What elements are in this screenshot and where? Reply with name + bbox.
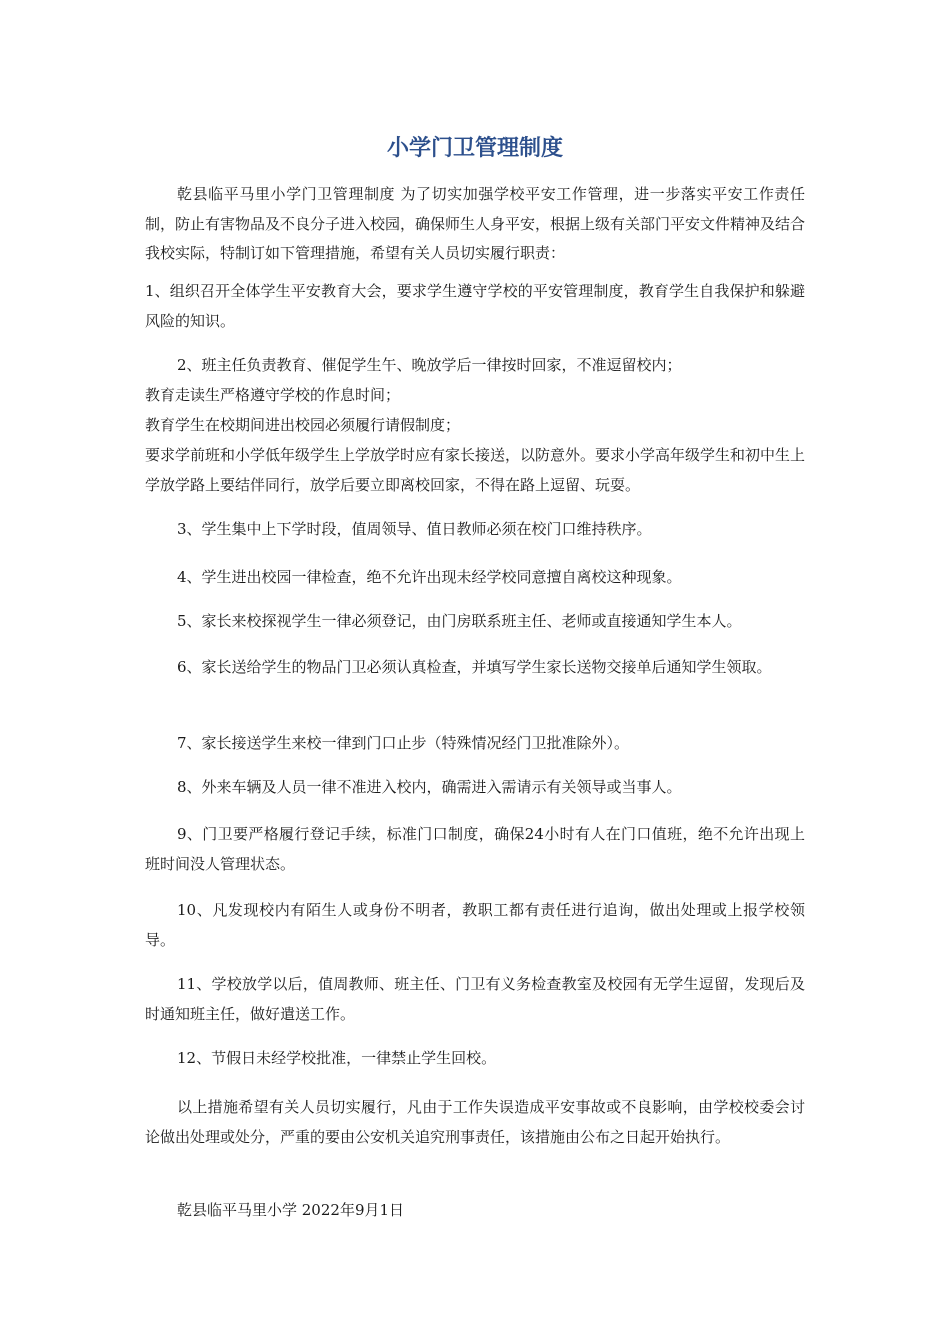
item-9: 9、门卫要严格履行登记手续，标准门口制度，确保24小时有人在门口值班，绝不允许出现上班时间没人管理状态。: [145, 825, 805, 873]
item-3: 3、学生集中上下学时段，值周领导、值日教师必须在校门口维持秩序。: [177, 520, 652, 538]
intro-paragraph: 乾县临平马里小学门卫管理制度 为了切实加强学校平安工作管理，进一步落实平安工作责任制，防止有害物品及不良分子进入校园，确保师生人身平安，根据上级有关部门平安文件精神及结合我校实际，特制订如下管理措施，希望有关人员切实履行职责：: [145, 185, 806, 262]
item-2-line-d: 要求学前班和小学低年级学生上学放学时应有家长接送，以防意外。要求小学高年级学生和初中生上学放学路上要结伴同行，放学后要立即离校回家，不得在路上逗留、玩耍。: [145, 446, 806, 494]
item-7: 7、家长接送学生来校一律到门口止步（特殊情况经门卫批准除外）。: [177, 734, 630, 752]
item-2-line-c: 教育学生在校期间进出校园必须履行请假制度；: [145, 416, 461, 434]
item-12: 12、节假日未经学校批准，一律禁止学生回校。: [177, 1049, 497, 1067]
item-8: 8、外来车辆及人员一律不准进入校内，确需进入需请示有关领导或当事人。: [177, 778, 682, 796]
item-2-line-b: 教育走读生严格遵守学校的作息时间；: [145, 386, 401, 404]
document-title: 小学门卫管理制度: [386, 136, 563, 161]
item-11: 11、学校放学以后，值周教师、班主任、门卫有义务检查教室及校园有无学生逗留，发现后及时通知班主任，做好遣送工作。: [145, 975, 805, 1023]
item-6: 6、家长送给学生的物品门卫必须认真检查，并填写学生家长送物交接单后通知学生领取。: [177, 658, 772, 676]
signature-date: 乾县临平马里小学 2022年9月1日: [177, 1201, 405, 1219]
item-2: 2、班主任负责教育、催促学生午、晚放学后一律按时回家，不准逗留校内；: [177, 356, 682, 374]
item-1: 1、组织召开全体学生平安教育大会，要求学生遵守学校的平安管理制度，教育学生自我保护和躲避风险的知识。: [145, 282, 805, 330]
item-4: 4、学生进出校园一律检查，绝不允许出现未经学校同意擅自离校这种现象。: [177, 568, 682, 586]
closing-paragraph: 以上措施希望有关人员切实履行，凡由于工作失误造成平安事故或不良影响，由学校校委会讨论做出处理或处分，严重的要由公安机关追究刑事责任，该措施由公布之日起开始执行。: [145, 1098, 805, 1146]
item-5: 5、家长来校探视学生一律必须登记，由门房联系班主任、老师或直接通知学生本人。: [177, 612, 742, 630]
item-10: 10、凡发现校内有陌生人或身份不明者，教职工都有责任进行追询，做出处理或上报学校领导。: [145, 901, 805, 949]
